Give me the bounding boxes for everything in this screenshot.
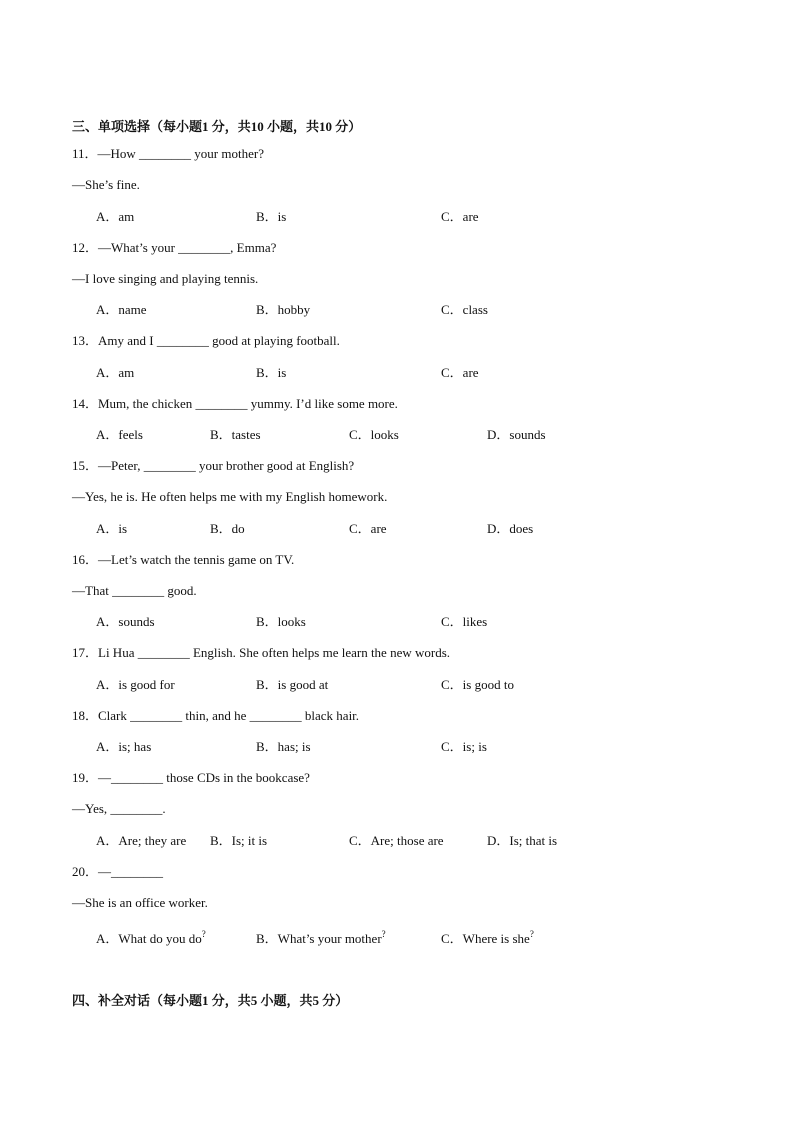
question-19-option-d: D．Is; that is bbox=[487, 833, 558, 848]
question-17-option-b: B．is good at bbox=[256, 677, 329, 692]
question-16-option-a: A．sounds bbox=[96, 614, 155, 629]
question-19-option-b: B．Is; it is bbox=[210, 833, 268, 848]
question-11-response: —She’s fine. bbox=[72, 177, 140, 192]
question-15-option-d: D．does bbox=[487, 521, 534, 536]
question-14-option-b: B．tastes bbox=[210, 427, 261, 442]
question-13-option-a: A．am bbox=[96, 365, 135, 380]
question-20-response: —She is an office worker. bbox=[72, 895, 208, 910]
question-11-stem: 11．—How ________ your mother? bbox=[72, 146, 264, 161]
question-11-option-c: C．are bbox=[441, 209, 479, 224]
question-20-stem: 20．—________ bbox=[72, 864, 164, 879]
question-12-option-b: B．hobby bbox=[256, 302, 311, 317]
question-14-option-a: A．feels bbox=[96, 427, 143, 442]
question-14-option-d: D．sounds bbox=[487, 427, 546, 442]
question-18-stem: 18．Clark ________ thin, and he ________ black hair. bbox=[72, 708, 360, 723]
question-15-option-a: A．is bbox=[96, 521, 128, 536]
section-3-heading: 三、单项选择（每小题1 分，共10 小题，共10 分） bbox=[72, 119, 362, 134]
question-20-option-b: B．What’s your mother? bbox=[256, 929, 386, 946]
question-14-stem: 14．Mum, the chicken ________ yummy. I’d like some more. bbox=[72, 396, 398, 411]
question-12-response: —I love singing and playing tennis. bbox=[72, 271, 259, 286]
question-11-option-a: A．am bbox=[96, 209, 135, 224]
question-19-stem: 19．—________ those CDs in the bookcase? bbox=[72, 770, 310, 785]
question-19-option-c: C．Are; those are bbox=[349, 833, 444, 848]
question-13-option-c: C．are bbox=[441, 365, 479, 380]
question-15-option-c: C．are bbox=[349, 521, 387, 536]
question-17-stem: 17．Li Hua ________ English. She often helps me learn the new words. bbox=[72, 645, 451, 660]
question-17-option-a: A．is good for bbox=[96, 677, 175, 692]
question-12-stem: 12．—What’s your ________, Emma? bbox=[72, 240, 277, 255]
question-18-option-c: C．is; is bbox=[441, 739, 487, 754]
section-4-heading: 四、补全对话（每小题1 分，共5 小题，共5 分） bbox=[72, 993, 349, 1008]
question-19-option-a: A．Are; they are bbox=[96, 833, 187, 848]
question-15-option-b: B．do bbox=[210, 521, 245, 536]
question-14-option-c: C．looks bbox=[349, 427, 399, 442]
question-17-option-c: C．is good to bbox=[441, 677, 514, 692]
question-18-option-b: B．has; is bbox=[256, 739, 311, 754]
question-15-response: —Yes, he is. He often helps me with my English homework. bbox=[72, 489, 388, 504]
question-13-option-b: B．is bbox=[256, 365, 287, 380]
question-16-stem: 16．—Let’s watch the tennis game on TV. bbox=[72, 552, 295, 567]
question-20-option-a: A．What do you do? bbox=[96, 929, 206, 946]
question-11-option-b: B．is bbox=[256, 209, 287, 224]
question-12-option-a: A．name bbox=[96, 302, 147, 317]
question-18-option-a: A．is; has bbox=[96, 739, 152, 754]
question-16-option-c: C．likes bbox=[441, 614, 488, 629]
question-16-option-b: B．looks bbox=[256, 614, 306, 629]
question-12-option-c: C．class bbox=[441, 302, 488, 317]
question-20-option-c: C．Where is she? bbox=[441, 929, 534, 946]
question-13-stem: 13．Amy and I ________ good at playing football. bbox=[72, 333, 340, 348]
question-15-stem: 15．—Peter, ________ your brother good at English? bbox=[72, 458, 355, 473]
question-16-response: —That ________ good. bbox=[72, 583, 197, 598]
question-19-response: —Yes, ________. bbox=[72, 801, 166, 816]
